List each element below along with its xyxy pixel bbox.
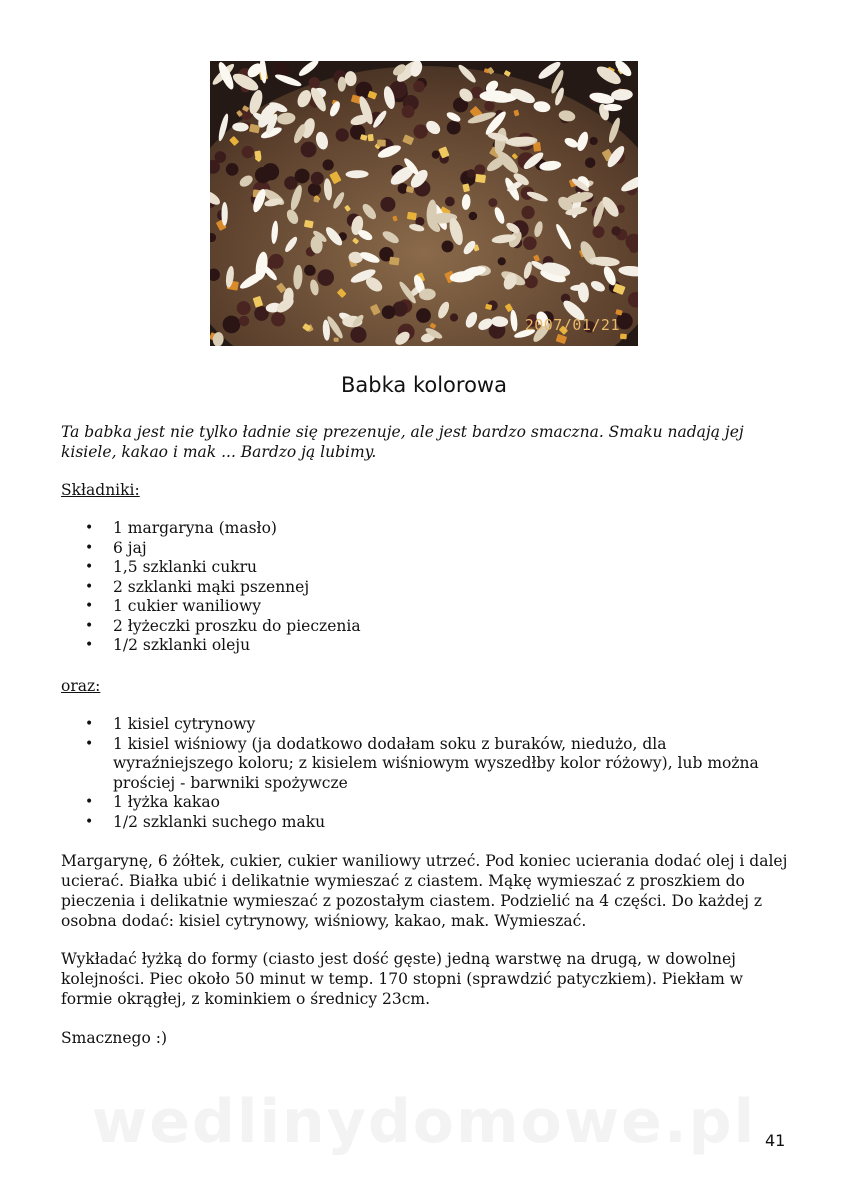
page-number: 41 bbox=[765, 1131, 786, 1150]
raisin-piece bbox=[242, 146, 254, 158]
ingredients-list bbox=[61, 519, 781, 656]
extras-list bbox=[61, 715, 781, 832]
raisin-piece bbox=[498, 257, 506, 265]
raisin-piece bbox=[593, 226, 605, 238]
candied-fruit-piece bbox=[254, 150, 261, 158]
raisin-piece bbox=[301, 171, 309, 179]
raisin-piece bbox=[474, 164, 485, 175]
raisin-piece bbox=[304, 265, 315, 276]
recipe-title: Babka kolorowa bbox=[341, 373, 507, 397]
ingredients-heading: Składniki: bbox=[61, 481, 140, 499]
raisin-piece bbox=[226, 163, 239, 176]
cake-photo bbox=[210, 61, 638, 346]
instructions-paragraph-2: Wykładać łyżką do formy (ciasto jest dość gęste) jedną warstwę na drugą, w dowolnej kolejności. Piec około 50 minut w temp. 170 stopni (sprawdzić patyczkiem). Piekłam w formie okrągłej, z kominkiem o średnicy 23cm. bbox=[61, 950, 743, 1008]
raisin-piece bbox=[301, 142, 317, 158]
raisin-piece bbox=[585, 157, 595, 167]
raisin-piece bbox=[223, 316, 241, 334]
candied-fruit-piece bbox=[389, 257, 400, 266]
raisin-piece bbox=[317, 269, 334, 286]
watermark: wedlinydomowe.pl bbox=[91, 1087, 757, 1157]
raisin-piece bbox=[484, 101, 494, 111]
raisin-piece bbox=[271, 312, 285, 326]
raisin-piece bbox=[309, 77, 321, 89]
raisin-piece bbox=[469, 212, 478, 221]
raisin-piece bbox=[611, 226, 620, 235]
raisin-piece bbox=[432, 151, 440, 159]
list-item: • 1/2 szklanki suchego maku bbox=[61, 813, 781, 833]
raisin-piece bbox=[262, 163, 279, 180]
candied-fruit-piece bbox=[407, 212, 417, 221]
list-item: • 2 łyżeczki proszku do pieczenia bbox=[61, 617, 781, 637]
raisin-piece bbox=[445, 197, 455, 207]
raisin-piece bbox=[239, 316, 249, 326]
cake-topping-illustration bbox=[210, 61, 638, 346]
raisin-piece bbox=[488, 198, 497, 207]
raisin-piece bbox=[447, 121, 461, 135]
raisin-piece bbox=[416, 308, 431, 323]
raisin-piece bbox=[237, 301, 251, 315]
raisin-piece bbox=[589, 137, 597, 145]
raisin-piece bbox=[442, 240, 454, 252]
raisin-piece bbox=[350, 327, 366, 343]
list-item: • 1 kisiel cytrynowy bbox=[61, 715, 781, 735]
raisin-piece bbox=[380, 197, 395, 212]
almond-flake bbox=[480, 90, 510, 101]
candied-fruit-piece bbox=[475, 174, 486, 183]
raisin-piece bbox=[311, 172, 324, 185]
instructions-paragraph-1: Margarynę, 6 żółtek, cukier, cukier waniliowy utrzeć. Pod koniec ucierania dodać olej i dalej ucierać. Białka ubić i delikatnie wymieszać z ciastem. Mąkę wymieszać z proszkiem do pieczenia i delikatnie wymieszać z pozostałym ciastem. Podzielić na 4 części. Do każdej z osobna dodać: kisiel cytrynowy, wiśniowy, kakao, mak. Wymieszać. bbox=[61, 852, 788, 930]
photo-date-stamp: 2007/01/21 bbox=[524, 316, 620, 334]
list-item: • 1/2 szklanki oleju bbox=[61, 636, 781, 656]
raisin-piece bbox=[323, 159, 334, 170]
closing-remark: Smacznego :) bbox=[61, 1029, 168, 1047]
candied-fruit-piece bbox=[334, 338, 339, 342]
recipe-intro: Ta babka jest nie tylko ładnie się prezenuje, ale jest bardzo smaczna. Smaku nadają jej kisiele, kakao i mak ... Bardzo ją lubimy. bbox=[61, 423, 744, 461]
almond-flake bbox=[221, 202, 227, 226]
candied-fruit-piece bbox=[368, 134, 374, 141]
raisin-piece bbox=[523, 236, 537, 250]
list-item: • 1 margaryna (masło) bbox=[61, 519, 781, 539]
raisin-piece bbox=[308, 183, 321, 196]
raisin-piece bbox=[382, 305, 396, 319]
raisin-piece bbox=[413, 124, 427, 138]
raisin-piece bbox=[521, 206, 534, 219]
raisin-piece bbox=[450, 313, 458, 321]
list-item: • 1 łyżka kakao bbox=[61, 793, 781, 813]
list-item: • 2 szklanki mąki pszennej bbox=[61, 578, 781, 598]
list-item: • 6 jaj bbox=[61, 539, 781, 559]
extras-heading: oraz: bbox=[61, 677, 101, 695]
list-item: • 1 kisiel wiśniowy (ja dodatkowo dodałam soku z buraków, niedużo, dla wyraźniejszego koloru; z kisielem wiśniowym wyszedłby kolor różowy), lub można prościej - barwniki spożywcze bbox=[61, 735, 781, 794]
raisin-piece bbox=[402, 105, 415, 118]
list-item: • 1,5 szklanki cukru bbox=[61, 558, 781, 578]
raisin-piece bbox=[413, 81, 425, 93]
list-item: • 1 cukier waniliowy bbox=[61, 597, 781, 617]
candied-fruit-piece bbox=[377, 140, 386, 147]
candied-fruit-piece bbox=[620, 334, 627, 340]
raisin-piece bbox=[467, 169, 476, 178]
raisin-piece bbox=[336, 128, 349, 141]
